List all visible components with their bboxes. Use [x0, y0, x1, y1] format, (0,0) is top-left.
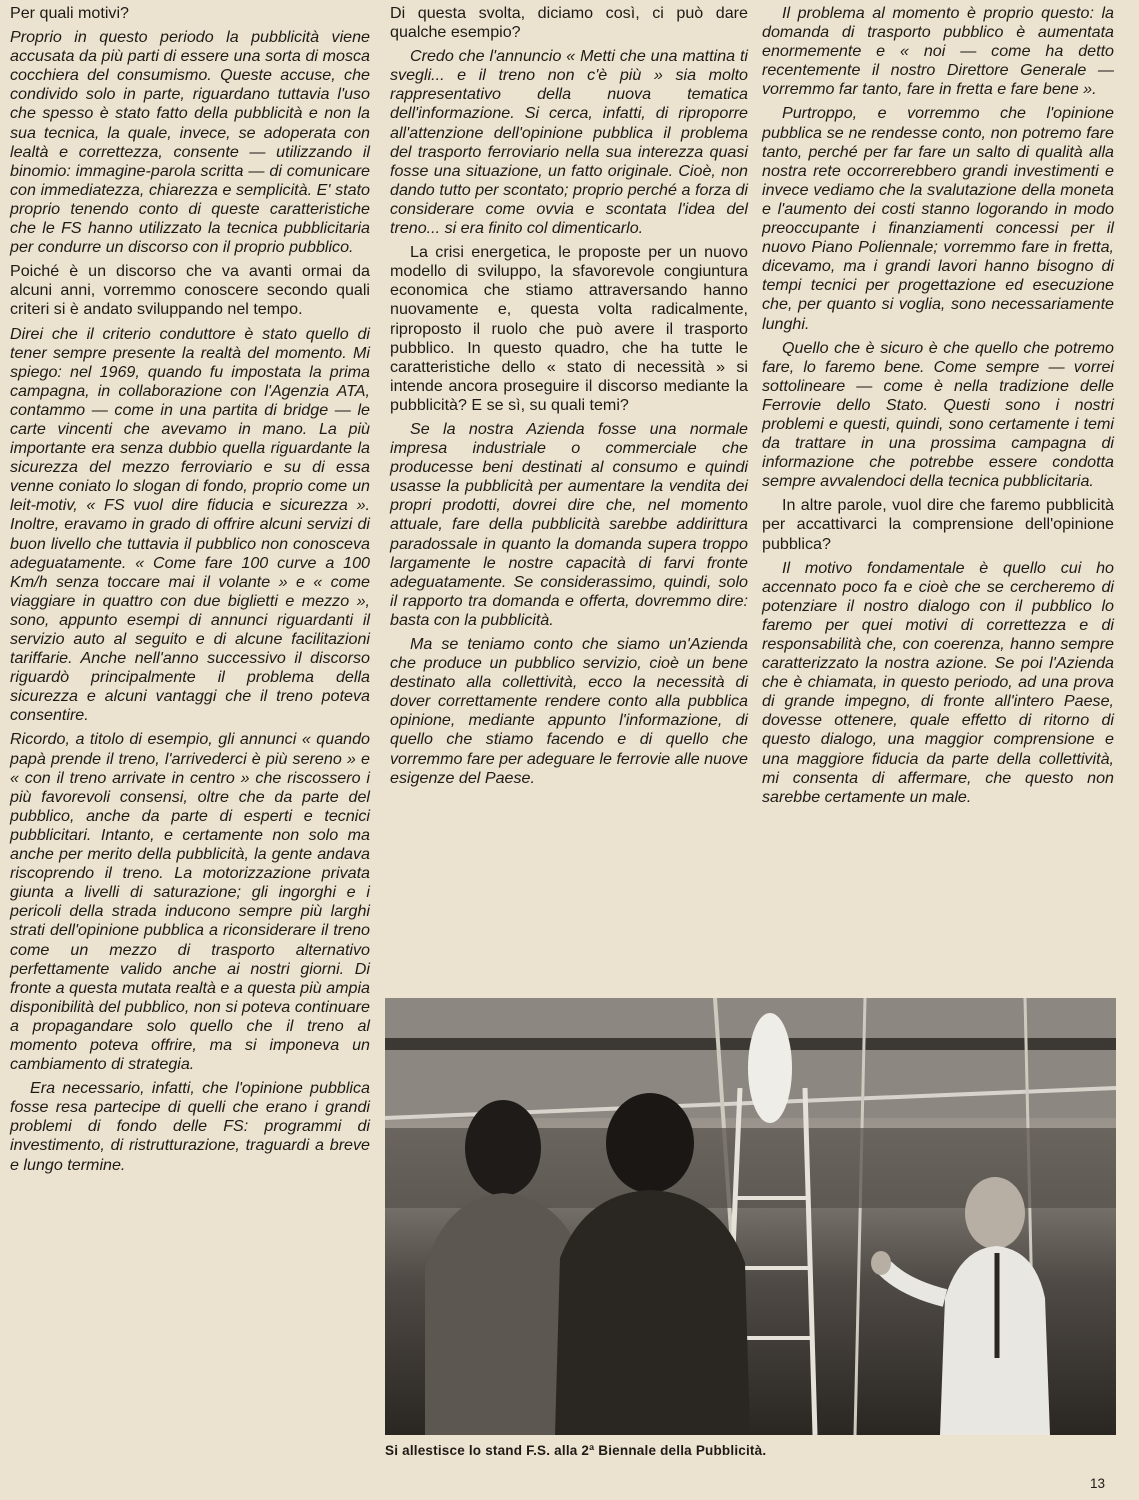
answer-paragraph: Ricordo, a titolo di esempio, gli annunci « quando papà prende il treno, l'arrivederci è più sereno » e « con il treno arrivate in centro » che riscossero i più favorevoli consensi, oltre che da parte del pubblico, anche da parte di esperti e tecnici pubblicitari. Intanto, e certamente non solo ma anche per merito della pubblicità, la gente andava riscoprendo il treno. La motorizzazione privata giunta a livelli di saturazione; gli ingorghi e i pericoli della strada inducono sempre più larghi strati dell'opinione pubblica a riconsiderare il treno come un mezzo di trasporto alternativo perfettamente valido anche ai nostri giorni. Di fronte a questa mutata realtà e a questa più ampia disponibilità del pubblico, non si poteva continuare a propagandare solo quello che il treno al momento poteva offrire, ma si imponeva un cambiamento di strategia.	[10, 730, 370, 1074]
answer-paragraph: Quello che è sicuro è che quello che potremo fare, lo faremo bene. Come sempre — vorrei sottolineare — come è nella tradizione delle Ferrovie dello Stato. Questi sono i nostri problemi e questi, quindi, sono certamente i temi da trattare in una prossima campagna di informazione che potrebbe essere condotta sempre avvalendoci della tecnica pubblicitaria.	[762, 338, 1114, 491]
article-column-1	[10, 4, 370, 1180]
stand-photo	[385, 998, 1116, 1435]
answer-paragraph: Credo che l'annuncio « Metti che una mattina ti svegli... e il treno non c'è più » sia molto rappresentativo della nuova tematica dell'informazione. Si cerca, infatti, di riproporre all'attenzione dell'opinione pubblica il problema del trasporto ferroviario nella sua interezza quasi fosse una situazione, un fatto originale. Cioè, non dando tutto per scontato; proprio perché a forza di considerare come ovvia e scontata l'idea del treno... si era finito col dimenticarlo.	[390, 47, 748, 238]
section-heading: Per quali motivi?	[10, 4, 129, 22]
answer-paragraph: Purtroppo, e vorremmo che l'opinione pubblica se ne rendesse conto, non potremo fare tanto, perché per far fare un salto di qualità alla nostra rete occorrerebbero grandi investimenti e invece vediamo che la svalutazione della moneta e l'aumento dei costi stanno logorando in modo preoccupante i finanziamenti concessi per il nuovo Piano Poliennale; vorremmo fare in fretta, dicevamo, ma i grandi lavori hanno bisogno di tempi tecnici per progettazione ed esecuzione che, per quanto si voglia, sono necessariamente lunghi.	[762, 104, 1114, 333]
answer-paragraph: Il problema al momento è proprio questo: la domanda di trasporto pubblico è aumentata enormemente e « noi — come ha detto recentemente il nostro Direttore Generale — vorremmo far tanto, fare in fretta e fare bene ».	[762, 4, 1114, 99]
page-number: 13	[1090, 1476, 1106, 1491]
question-paragraph: In altre parole, vuol dire che faremo pubblicità per accattivarci la comprensione dell'opinione pubblica?	[762, 496, 1114, 553]
answer-paragraph: Era necessario, infatti, che l'opinione pubblica fosse resa partecipe di quelli che erano i grandi problemi di fondo delle FS: programmi di investimento, di ristrutturazione, traguardi a breve e lungo termine.	[10, 1079, 370, 1174]
answer-paragraph: Direi che il criterio conduttore è stato quello di tener sempre presente la realtà del momento. Mi spiego: nel 1969, quando fu impostata la prima campagna, in collaborazione con l'Agenzia ATA, contammo — come in una partita di bridge — le carte vincenti che avevamo in mano. La più importante era senza dubbio quella riguardante la sicurezza del mezzo ferroviario e su di essa venne coniato lo slogan di fondo, proprio come un leit-motiv, « FS vuol dire fiducia e sicurezza ». Inoltre, eravamo in grado di offrire alcuni servizi di buon livello che tuttavia il pubblico non conosceva adeguatamente. « Come fare 100 curve a 100 Km/h senza toccare mai il volante » e « come viaggiare in quattro con due biglietti e mezzo », sono, appunto esempi di annunci riguardanti il servizio auto al seguito e di alcune facilitazioni tariffarie. Anche nell'anno successivo il discorso riguardò principalmente il problema della sicurezza e alcuni vantaggi che il treno poteva consentire.	[10, 324, 370, 725]
article-column-2	[390, 4, 748, 793]
article-column-3	[762, 4, 1114, 812]
answer-paragraph: Se la nostra Azienda fosse una normale impresa industriale o commerciale che producesse beni destinati al consumo e quindi usasse la pubblicità per aumentare la vendita dei propri prodotti, dovrei dire che, nel momento attuale, fare della pubblicità sarebbe addirittura paradossale in quanto la domanda supera troppo largamente le nostre capacità di farvi fronte adeguatamente. Se considerassimo, quindi, solo il rapporto tra domanda e offerta, dovremmo dire: basta con la pubblicità.	[390, 419, 748, 629]
answer-paragraph: Proprio in questo periodo la pubblicità viene accusata da più parti di essere una sorta di mosca cocchiera del consumismo. Queste accuse, che condivido solo in parte, riguardano tuttavia l'uso che spesso è stato fatto della pubblicità e non la sua tecnica, la quale, invece, se adoperata con lealtà e correttezza, consente — utilizzando il binomio: immagine-parola scritta — di comunicare con immediatezza, chiarezza e semplicità. E' stato proprio tenendo conto di queste caratteristiche che le FS hanno utilizzato la tecnica pubblicitaria per condurre un discorso con il proprio pubblico.	[10, 28, 370, 257]
stand-photo-illustration	[385, 998, 1116, 1435]
question-paragraph: La crisi energetica, le proposte per un nuovo modello di sviluppo, la sfavorevole congiuntura economica che stiamo attraversando hanno nuovamente e, questa volta radicalmente, riproposto il ruolo che può avere il trasporto pubblico. In questo quadro, che ha tutte le caratteristiche dello « stato di necessità » si intende ancora proseguire il discorso mediante la pubblicità? E se sì, su quali temi?	[390, 243, 748, 414]
photo-caption: Si allestisce lo stand F.S. alla 2ª Biennale della Pubblicità.	[385, 1443, 767, 1458]
question-paragraph: Poiché è un discorso che va avanti ormai da alcuni anni, vorremmo conoscere secondo quali criteri si è andato sviluppando nel tempo.	[10, 262, 370, 319]
answer-paragraph: Il motivo fondamentale è quello cui ho accennato poco fa e cioè che se cercheremo di potenziare il nostro dialogo con il pubblico lo faremo per quei motivi di correttezza e di responsabilità che, con coerenza, hanno sempre caratterizzato la nostra azione. Se poi l'Azienda che è chiamata, in questo periodo, ad una prova di grande impegno, di fronte all'intero Paese, dovesse ottenere, quale effetto di ritorno di questo dialogo, una maggior comprensione e una maggiore fiducia da parte della collettività, mi consenta di affermare, che questo non sarebbe certamente un male.	[762, 558, 1114, 806]
question-paragraph: Di questa svolta, diciamo così, ci può dare qualche esempio?	[390, 4, 748, 42]
answer-paragraph: Ma se teniamo conto che siamo un'Azienda che produce un pubblico servizio, cioè un bene destinato alla collettività, ecco la necessità di dover correttamente rendere conto alla pubblica opinione, mediante appunto l'informazione, di quello che stiamo facendo e di quello che vorremmo fare per adeguare le ferrovie alle nuove esigenze del Paese.	[390, 635, 748, 787]
